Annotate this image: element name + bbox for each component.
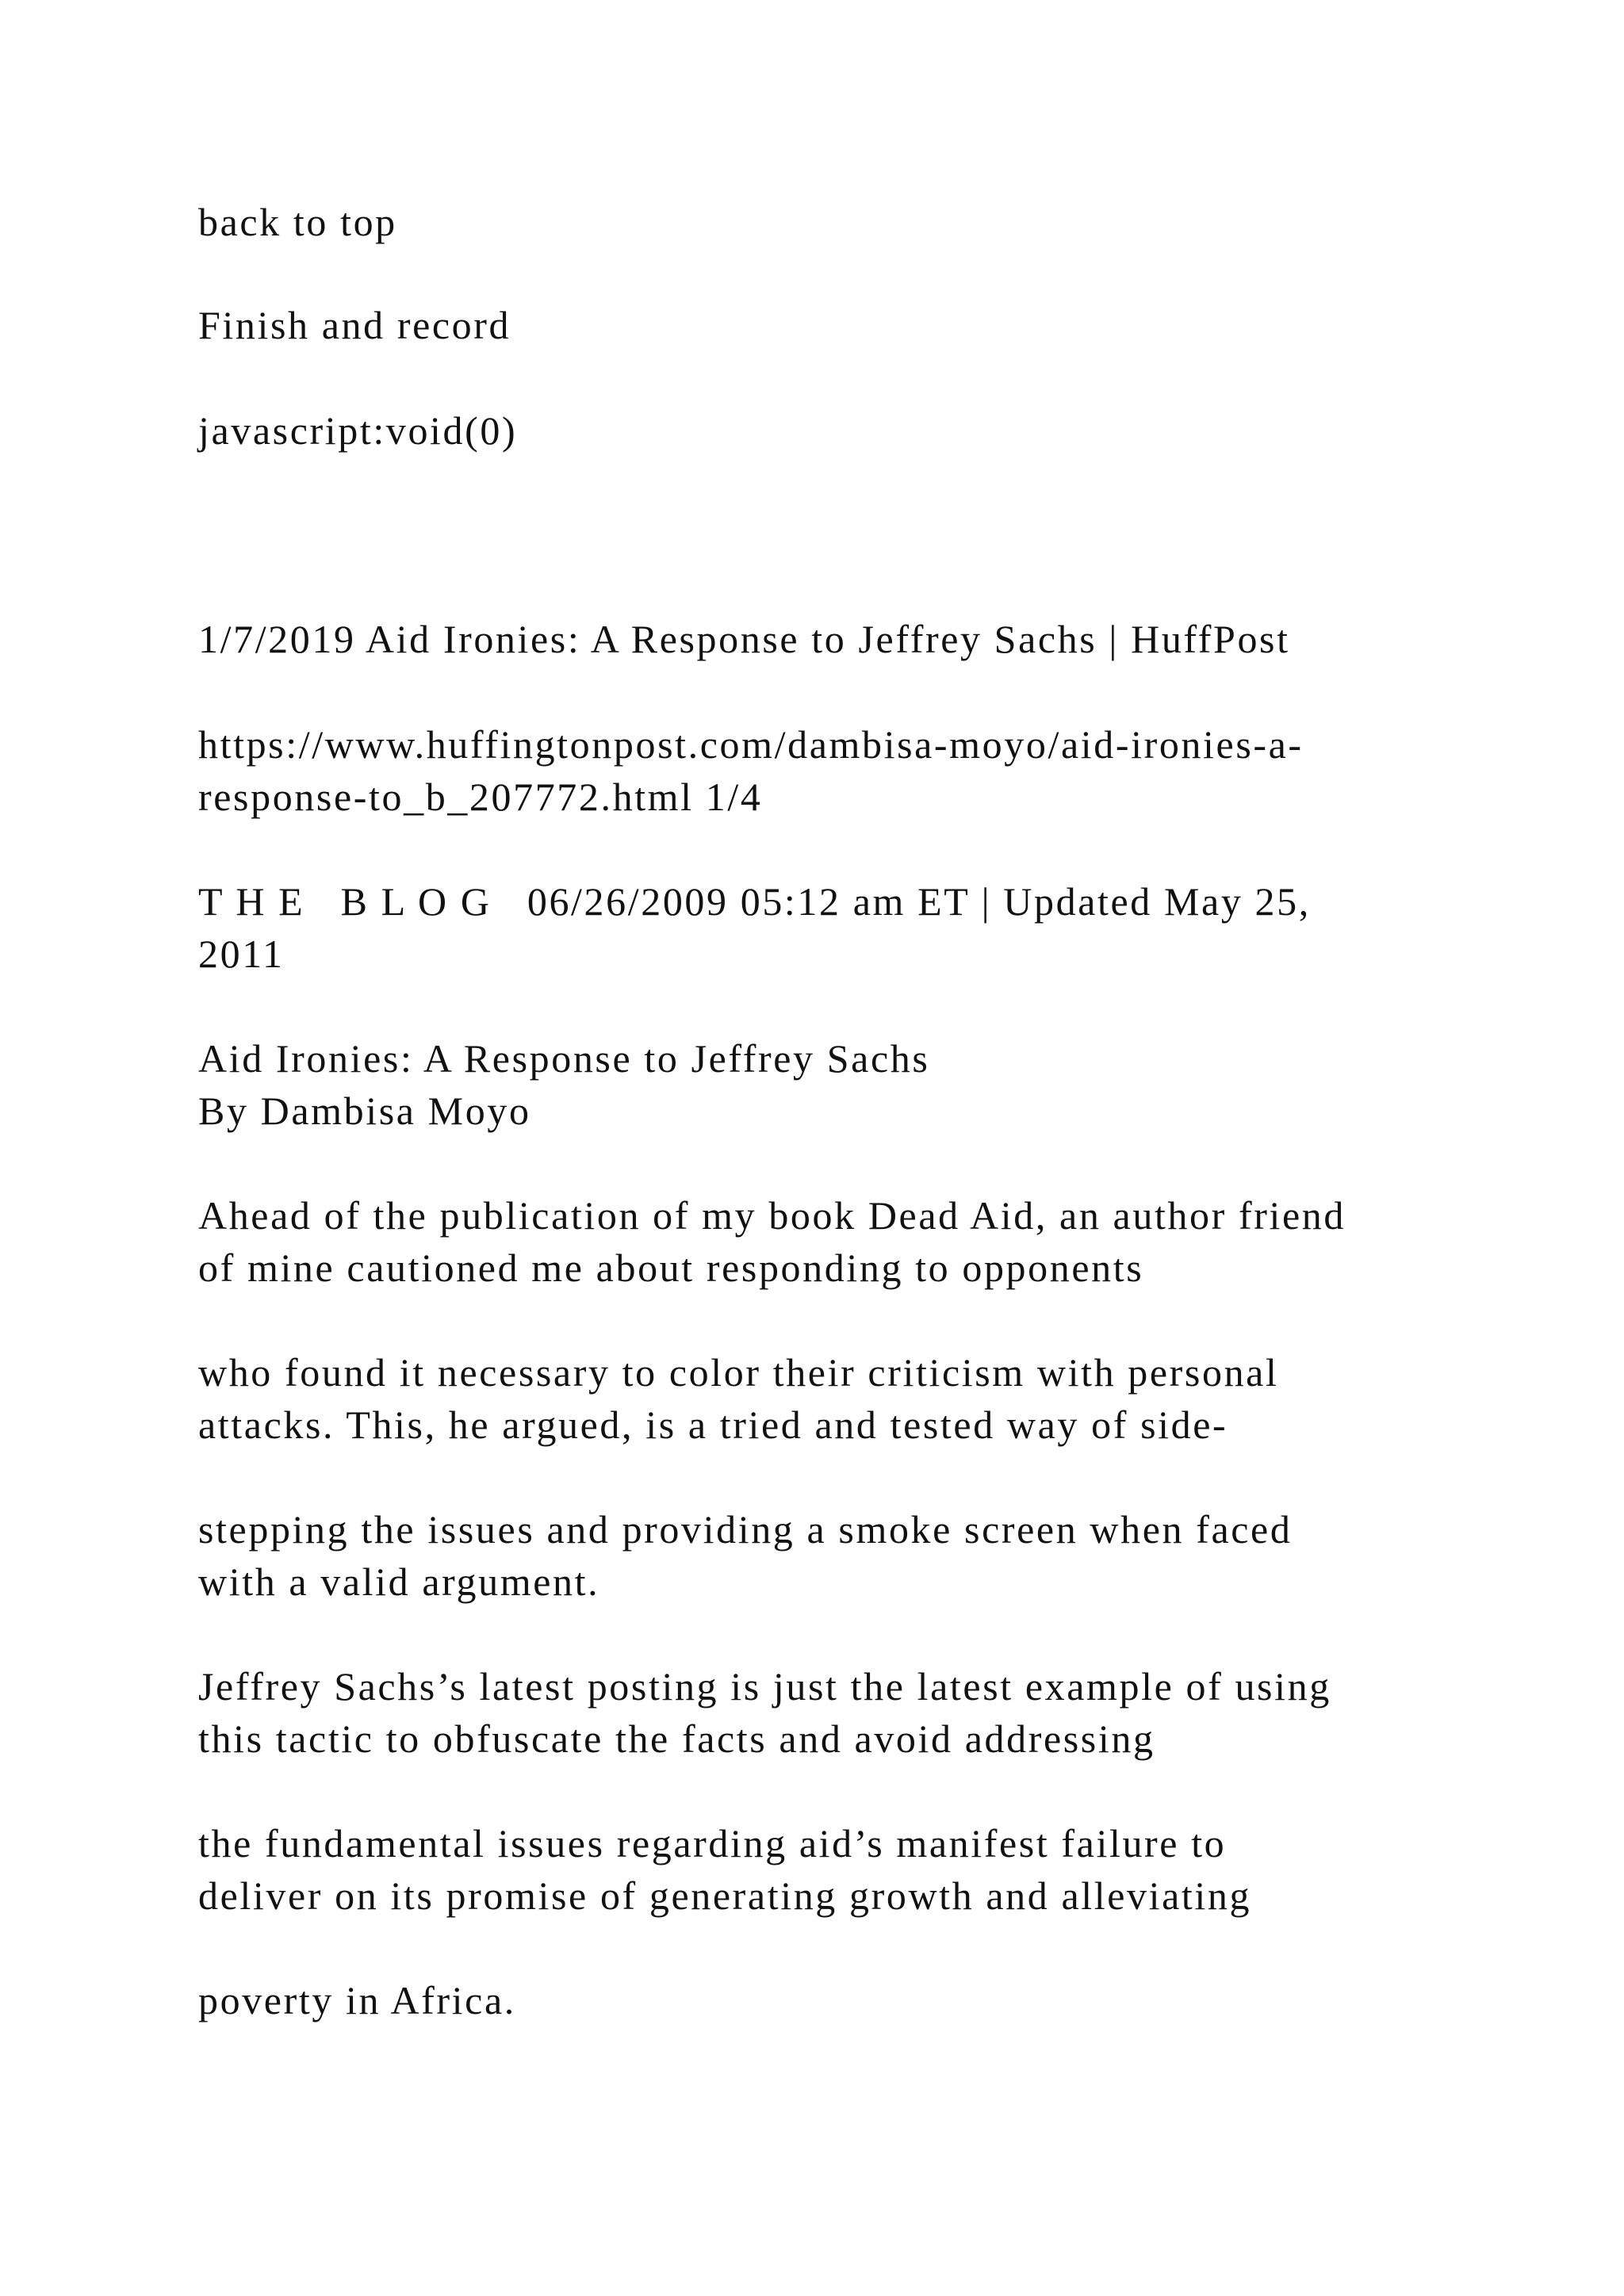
paragraph-3-line-1: stepping the issues and providing a smoke screen when faced [198,1507,1293,1552]
javascript-void-link[interactable]: javascript:void(0) [198,408,518,453]
blog-meta-line-2: 2011 [198,932,285,976]
finish-and-record-link[interactable]: Finish and record [198,303,511,347]
print-url-line-1: https://www.huffingtonpost.com/dambisa-moyo/aid-ironies-a- [198,722,1304,767]
paragraph-4-line-1: Jeffrey Sachs’s latest posting is just the latest example of using [198,1664,1331,1709]
paragraph-3-line-2: with a valid argument. [198,1559,600,1604]
paragraph-2-line-2: attacks. This, he argued, is a tried and tested way of side- [198,1402,1228,1447]
print-date-title: 1/7/2019 Aid Ironies: A Response to Jeffrey Sachs | HuffPost [198,617,1290,661]
paragraph-1-line-1: Ahead of the publication of my book Dead Aid, an author friend [198,1193,1346,1238]
paragraph-4-line-2: this tactic to obfuscate the facts and avoid addressing [198,1716,1155,1761]
blog-meta-line-1: T H E B L O G 06/26/2009 05:12 am ET | Updated May 25, [198,879,1311,924]
print-url-line-2: response-to_b_207772.html 1/4 [198,775,763,819]
paragraph-2-line-1: who found it necessary to color their criticism with personal [198,1350,1279,1395]
paragraph-6-line-1: poverty in Africa. [198,1978,516,2022]
paragraph-5-line-1: the fundamental issues regarding aid’s manifest failure to [198,1821,1227,1866]
back-to-top-link[interactable]: back to top [198,200,397,244]
article-byline: By Dambisa Moyo [198,1089,531,1133]
paragraph-1-line-2: of mine cautioned me about responding to opponents [198,1246,1144,1290]
article-title: Aid Ironies: A Response to Jeffrey Sachs [198,1036,930,1081]
paragraph-5-line-2: deliver on its promise of generating growth and alleviating [198,1873,1252,1918]
